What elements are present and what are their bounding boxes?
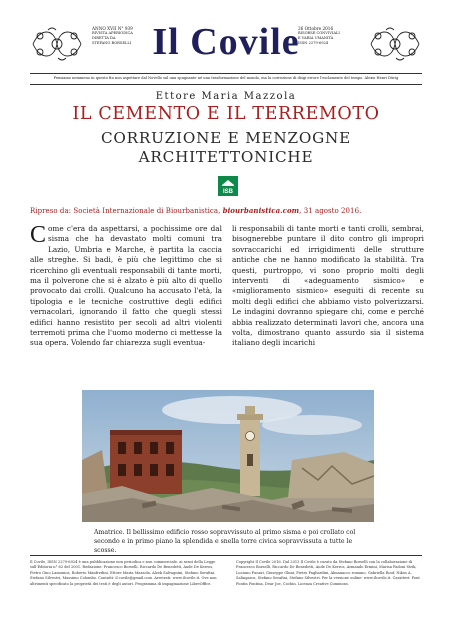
masthead-right-info: [298, 26, 368, 46]
masthead-rule-bottom: [30, 84, 422, 85]
right-ornament-icon: [368, 24, 422, 64]
article-source: [30, 206, 422, 215]
masthead-right-line1: RISORSE CONVIVIALI: [298, 31, 340, 35]
masthead-rule-top: [30, 73, 422, 74]
column-right-text: li responsabili di tante morti e tanti crolli, sembrai, bisognerebbe puntare il dito contro gli impropri sovraccarichi ed irrigidimenti delle strutture antiche che ne hanno modificato la stabilità. Tra questi, purtroppo, vi sono proprio molti degli interventi di «adeguamento sismico» e «miglioramento sismico» eseguiti di recente su molti degli edifici che abbiamo visto polverizzarsi. Le indagini dovranno spiegare chi, come e perché abbia realizzato determinati lavori che, ancora una volta, dimostrano quanto assurdo sia il sistema italiano degli incarichi: [232, 224, 424, 348]
footer-colophon-right: Copyright Il Covile 2016. Dal 2013 Il Covile è curato da Stefano Borselli con la collaborazione di Francesco Borselli, Riccardo De Benedetti, Aude De Kerros, Armando Ermini, Marisa Fadoni Strik, Luciano Funari, Giuseppe Ghini, Pietro Pagliardini, Almanacco romano, Gabriella Rouf, Nikos A. Salingaros, Stefano Serafini, Stefano Silvestri. Per la versione online: www.ilcovile.it. Caratteri: Font Fontin Fontina, Dear Joe, Cochin. Licenza Creative Commons.: [236, 560, 420, 586]
column-left-text: ome c'era da aspettarsi, a pochissime ore dal sisma che ha devastato molti comuni tra Lazio, Umbria e Marche, è partita la caccia alle streghe. Si badi, è più che legittimo che si ricerchino gli eventuali responsabili di tante morti, ma il polverone che si è alzato è più alto di quello provocato dai crolli. Qualcuno ha accusato l'età, la tipologia e le tecniche costruttive degli edifici vernacolari, ignorando il fatto che quegli stessi edifici hanno resistito per secoli ad altri violenti terremoti prima che l'uomo moderno ci mettesse la sua opera. Volendo far chiarezza sugli eventua-: [30, 224, 222, 348]
isb-logo-label: ISB: [222, 189, 234, 195]
article-column-right: [232, 224, 424, 349]
journal-logo: Il Covile: [152, 21, 300, 63]
source-date: , 31 agosto 2016.: [299, 207, 362, 215]
footer-rule: [30, 555, 422, 556]
footer-colophon-left: Il Covile, ISSN 2279-6924 è una pubblicazione non periodica e non commerciale, ai sensi della Legge sull'Editoria n° 62 del 2001. Redazione: Francesco Borselli, Riccardo De Benedetti, Aude De Kerros, Pietro Gino Lamonica, Roberto Manfredini, Ettore Maria Mazzola, Alzek Salvagnini, Stefano Serafini, Stefano Silvestri, Massimo Colombo. Contatti: il.covile@gmail.com. Arretrati: www.ilcovile.it. Ove non altrimenti specificato la proprietà dei testi è degli autori. Programma di impaginazione LibreOffice.: [30, 560, 217, 586]
masthead-right-line2: E VARIA UMANITÀ: [298, 36, 334, 40]
source-prefix: Ripreso da: Società Internazionale di Biourbanistica,: [30, 207, 221, 215]
article-column-left: [30, 224, 222, 349]
masthead-left-line2: DIRETTA DA: [92, 36, 116, 40]
article-author: Ettore Maria Mazzola: [155, 91, 297, 102]
masthead-left-line3: STEFANO BORSELLI: [92, 41, 132, 45]
article-title-line2: CORRUZIONE E MENZOGNE: [100, 129, 352, 147]
drop-cap: C: [30, 222, 47, 248]
masthead: [30, 21, 422, 74]
issue-date: 26 Ottobre 2016: [298, 26, 334, 31]
article-title-line2-3: [30, 129, 422, 167]
photo-caption: Amatrice. Il bellissimo edificio rosso sopravvissuto al primo sisma e poi crollato col secondo e in primo piano la splendida e snella torre civica sopravvissuta a tutte le scosse.: [94, 529, 356, 554]
isb-logo-icon: [218, 176, 238, 196]
left-ornament-icon: [30, 24, 84, 64]
masthead-motto: Pensiamo nemmeno in questo fin non aspettare dal Novello sul una spugnante né una trasformazione del mondo, ma la correzione di disgi errore l'esclamente del tempo. Alexis Henri Dürig: [53, 76, 399, 80]
article-title-line1: IL CEMENTO E IL TERREMOTO: [72, 104, 380, 124]
article-title-line3: ARCHITETTONICHE: [138, 148, 314, 166]
masthead-right-line3: ISSN 2279-6924: [298, 41, 329, 45]
issue-number: ANNO XVII N° 939: [92, 26, 133, 31]
amatrice-photo: [82, 390, 374, 522]
masthead-left-line1: RIVISTA APERIODICA: [92, 31, 133, 35]
source-link[interactable]: biourbanistica.com: [222, 206, 300, 215]
